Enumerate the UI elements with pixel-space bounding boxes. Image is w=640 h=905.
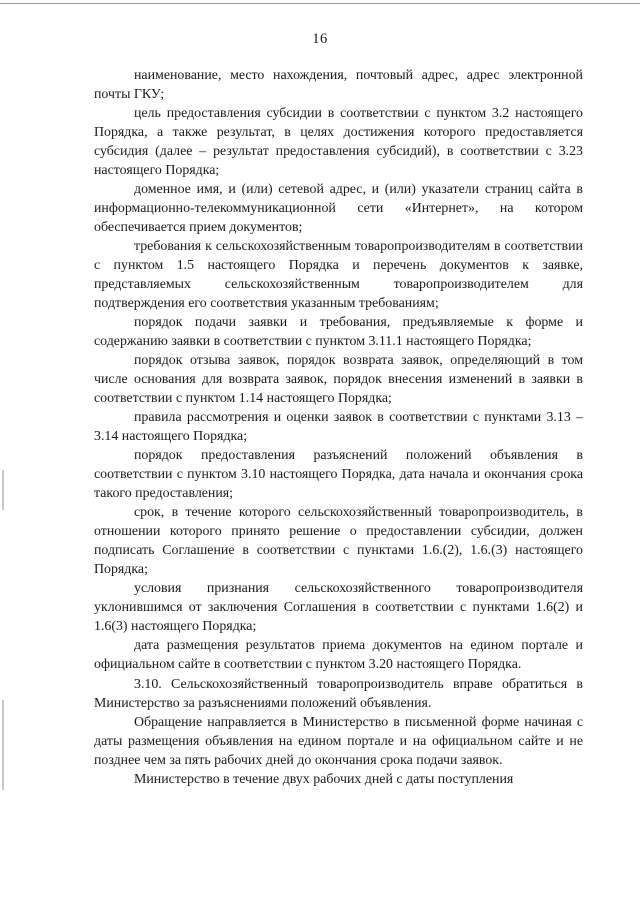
paragraph-subsidy-purpose: цель предоставления субсидии в соответствии с пунктом 3.2 настоящего Порядка, а также результат, в целях достижения которого предоставляется субсидия (далее – результат предоставления субсидий), в соответствии с 3.23 настоящего Порядка; [94, 106, 583, 179]
paragraph-results-publication: дата размещения результатов приема документов на едином портале и официальном сайте в соответствии с пунктом 3.20 настоящего Порядка. [94, 638, 583, 673]
paragraph-application-withdrawal: порядок отзыва заявок, порядок возврата заявок, определяющий в том числе основания для возврата заявок, порядок внесения изменений в заявки в соответствии с пунктом 1.14 настоящего Порядка; [94, 353, 583, 407]
paragraph-clarification-procedure: порядок предоставления разъяснений положений объявления в соответствии с пунктом 3.10 настоящего Порядка, дата начала и окончания срока такого предоставления; [94, 448, 583, 502]
paragraph-review-rules: правила рассмотрения и оценки заявок в соответствии с пунктами 3.13 – 3.14 настоящего Порядка; [94, 410, 583, 445]
paragraph-domain-name: доменное имя, и (или) сетевой адрес, и (или) указатели страниц сайта в информационно-телекоммуникационной сети «Интернет», на котором обеспечивается прием документов; [94, 182, 583, 236]
paragraph-producer-requirements: требования к сельскохозяйственным товаропроизводителям в соответствии с пунктом 1.5 настоящего Порядка и перечень документов к заявке, представляемых сельскохозяйственным товаропроизводителем для подтверждения его соответствия указанным требованиям; [94, 239, 583, 312]
paragraph-agreement-deadline: срок, в течение которого сельскохозяйственный товаропроизводитель, в отношении которого принято решение о предоставлении субсидии, должен подписать Соглашение в соответствии с пунктами 1.6.(2), 1.6.(3) настоящего Порядка; [94, 505, 583, 578]
paragraph-section-3-10: 3.10. Сельскохозяйственный товаропроизводитель вправе обратиться в Министерство за разъяснениями положений объявления. [94, 676, 583, 711]
document-body [94, 66, 583, 789]
left-scan-mark [2, 470, 4, 510]
paragraph-ministry-details: наименование, место нахождения, почтовый адрес, адрес электронной почты ГКУ; [94, 68, 583, 103]
top-scan-edge [0, 3, 640, 4]
left-scan-mark [2, 700, 4, 790]
paragraph-ministry-response: Министерство в течение двух рабочих дней с даты поступления [134, 771, 514, 787]
page-number: 16 [312, 31, 328, 47]
paragraph-evasion-conditions: условия признания сельскохозяйственного товаропроизводителя уклонившимся от заключения Соглашения в соответствии с пунктами 1.6(2) и 1.6(3) настоящего Порядка; [94, 581, 583, 635]
paragraph-application-procedure: порядок подачи заявки и требования, предъявляемые к форме и содержанию заявки в соответствии с пунктом 3.11.1 настоящего Порядка; [94, 315, 583, 350]
paragraph-request-submission: Обращение направляется в Министерство в письменной форме начиная с даты размещения объявления на едином портале и на официальном сайте и не позднее чем за пять рабочих дней до окончания срока подачи заявок. [94, 714, 583, 768]
